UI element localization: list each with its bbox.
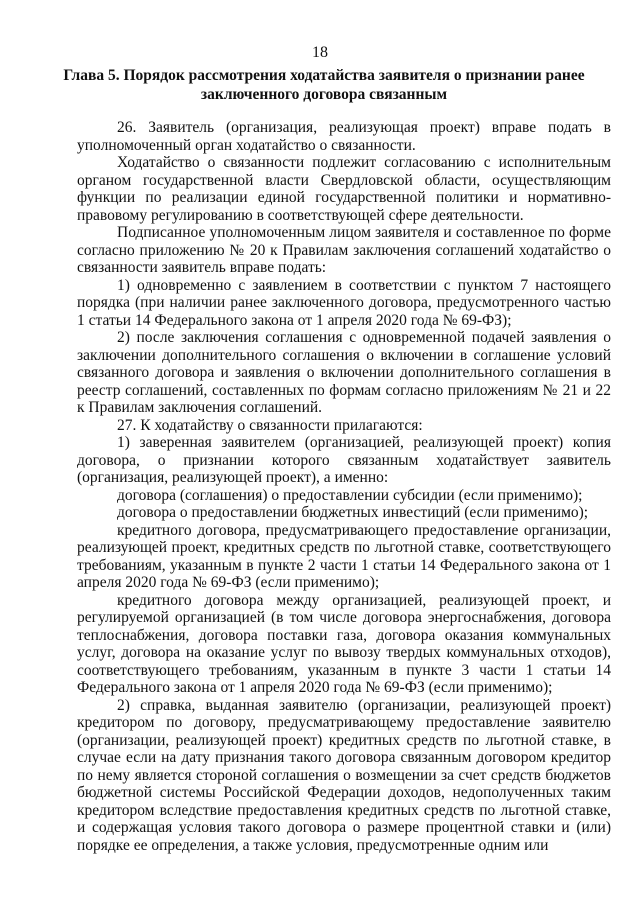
page-number: 18: [312, 44, 328, 61]
paragraph: Подписанное уполномоченным лицом заявителя и составленное по форме согласно приложению № 20 к Правилам заключения соглашений ходатайство о связанности заявитель вправе подать:: [77, 224, 611, 276]
chapter-title: Глава 5. Порядок рассмотрения ходатайства заявителя о признании ранее заключенного договора связанным: [63, 67, 585, 103]
paragraph: кредитного договора, предусматривающего предоставление организации, реализующей проект, кредитных средств по льготной ставке, соответствующего требованиям, указанным в пункте 2 части 1 статьи 14 Федерального закона от 1 апреля 2020 года № 69-ФЗ (если применимо);: [77, 521, 611, 591]
document-body: [77, 119, 611, 854]
paragraph: 27. К ходатайству о связанности прилагаются:: [117, 416, 423, 434]
paragraph: 2) справка, выданная заявителю (организации, реализующей проект) кредитором по договору, предусматривающему предоставление заявителю (организации, реализующей проект) кредитных средств по льготной ставке, в случае если на дату признания такого договора связанным договором кредитор по нему является стороной соглашения о возмещении за счет средств бюджетов бюджетной системы Российской Федерации доходов, недополученных таким кредитором вследствие предоставления кредитных средств по льготной ставке, и содержащая условия такого договора о размере процентной ставки и (или) порядке ее определения, а также условия, предусмотренные одним или: [77, 696, 611, 854]
paragraph: 1) заверенная заявителем (организацией, реализующей проект) копия договора, о признании которого связанным ходатайствует заявитель (организация, реализующей проект), а именно:: [77, 434, 611, 486]
paragraph: договора (соглашения) о предоставлении субсидии (если применимо);: [117, 486, 583, 504]
paragraph: 2) после заключения соглашения с одновременной подачей заявления о заключении дополнительного соглашения о включении в соглашение условий связанного договора и заявления о включении дополнительного соглашения в реестр соглашений, составленных по формам согласно приложениям № 21 и 22 к Правилам заключения соглашений.: [77, 329, 611, 416]
paragraph: кредитного договора между организацией, реализующей проект, и регулируемой организацией (в том числе договора энергоснабжения, договора теплоснабжения, договора поставки газа, договора оказания коммунальных услуг, договора на оказание услуг по вывозу твердых коммунальных отходов), соответствующего требованиям, указанным в пункте 3 части 1 статьи 14 Федерального закона от 1 апреля 2020 года № 69-ФЗ (если применимо);: [77, 591, 611, 696]
paragraph: 26. Заявитель (организация, реализующая проект) вправе подать в уполномоченный орган ходатайство о связанности.: [77, 119, 611, 154]
paragraph: 1) одновременно с заявлением в соответствии с пунктом 7 настоящего порядка (при наличии ранее заключенного договора, предусмотренного частью 1 статьи 14 Федерального закона от 1 апреля 2020 года № 69-ФЗ);: [77, 276, 611, 329]
paragraph: договора о предоставлении бюджетных инвестиций (если применимо);: [117, 504, 589, 521]
paragraph: Ходатайство о связанности подлежит согласованию с исполнительным органом государственной власти Свердловской области, осуществляющим функции по реализации единой государственной политики и нормативно-правовому регулированию в соответствующей сфере деятельности.: [77, 154, 611, 224]
